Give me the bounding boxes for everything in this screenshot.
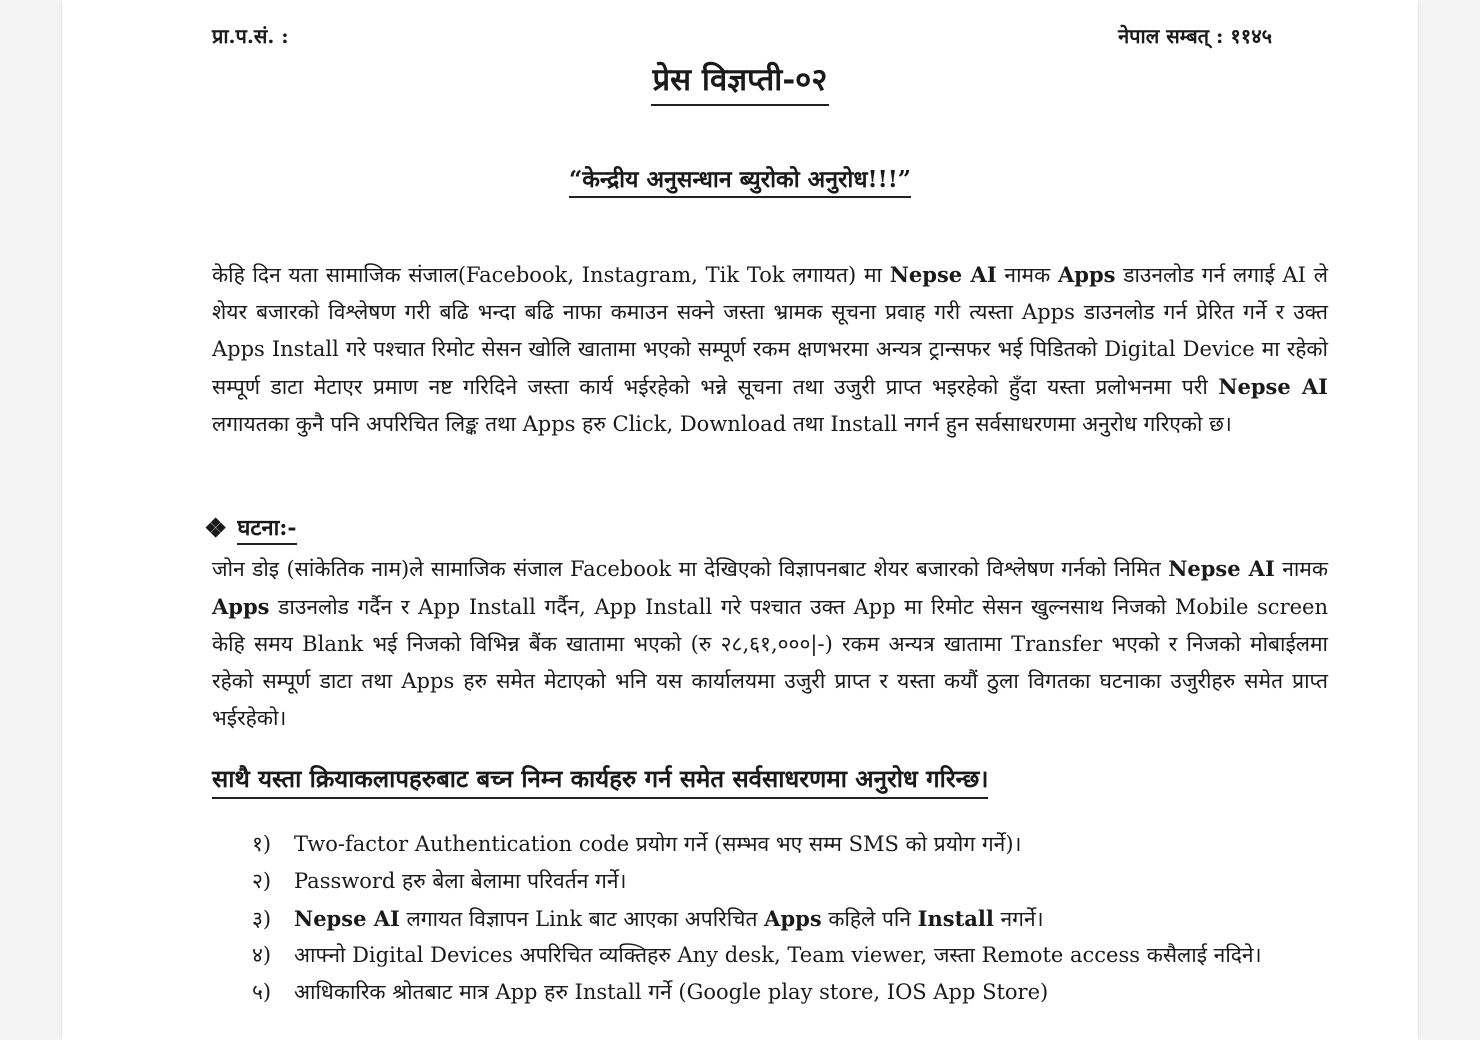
reference-number-label: प्रा.प.सं. : [212,24,289,48]
call-to-action-heading: साथै यस्ता क्रियाकलापहरुबाट बच्न निम्न कार्यहरु गर्न समेत सर्वसाधरणमा अनुरोध गरिन्छ। [212,762,988,799]
text-run: केहि दिन यता सामाजिक संजाल(Facebook, Instagram, Tik Tok लगायत) मा [212,263,890,287]
text-run: डाउनलोड गर्दैन र App Install गर्दैन, App Install गरे पश्चात उक्त App मा रिमोट सेसन खुल्नसाथ निजको Mobile screen केहि समय Blank भई निजको विभिन्न बैंक खातामा भएको (रु २८,६१,०००|-) रकम अन्यत्र खातामा Transfer भएको र निजको मोबाईलमा रहेको सम्पूर्ण डाटा तथा Apps हरु समेत मेटाएको भनि यस कार्यालयमा उजुरी प्राप्त र यस्ता कयौं ठुला विगतका घटनाका उजुरीहरु समेत प्राप्त भईरहेको। [212,595,1328,730]
bold-text-run: Nepse AI [1218,374,1328,399]
text-run: नामक [1274,557,1328,581]
incident-heading-label: घटना:- [237,512,296,545]
text-run: Password हरु बेला बेलामा परिवर्तन गर्ने। [294,869,627,893]
tip-number: ३) [252,907,272,931]
bold-text-run: Install [917,906,994,931]
incident-paragraph [212,550,1328,737]
bureau-request-subtitle: “केन्द्रीय अनुसन्धान ब्युरोको अनुरोध!!!” [569,162,911,198]
subtitle-wrap [62,162,1418,198]
bold-text-run: Nepse AI [1168,556,1275,581]
text-run: डाउनलोड गर्न लगाई AI ले शेयर बजारको विश्लेषण गरी बढि भन्दा बढि नाफा कमाउन सक्ने जस्ता भ्रामक सूचना प्रवाह गरी त्यस्ता Apps डाउनलोड गर्न प्रेरित गर्ने र उक्त Apps Install गरे पश्चात रिमोट सेसन खोलि खातामा भएको सम्पूर्ण रकम क्षणभरमा अन्यत्र ट्रान्सफर भई पिडितको Digital Device मा रहेको सम्पूर्ण डाटा मेटाएर प्रमाण नष्ट गरिदिने जस्ता कार्य भईरहेको भन्ने सूचना तथा उजुरी प्राप्त भइरहेको हुँदा यस्ता प्रलोभनमा परी [212,263,1328,399]
text-run: Two-factor Authentication code प्रयोग गर्ने (सम्भव भए सम्म SMS को प्रयोग गर्ने)। [294,832,1022,856]
press-release-page [62,0,1418,1040]
text-run: आधिकारिक श्रोतबाट मात्र App हरु Install गर्ने (Google play store, IOS App Store) [294,980,1049,1004]
bold-text-run: Apps [1057,262,1116,287]
intro-paragraph [212,256,1328,443]
tip-list-item [252,900,1262,937]
tip-number: २) [252,869,272,893]
bold-text-run: Apps [212,594,270,619]
bold-text-run: Apps [764,906,822,931]
tip-list-item [252,974,1262,1011]
text-run: आफ्नो Digital Devices अपरिचित व्यक्तिहरु Any desk, Team viewer, जस्ता Remote access कसैलाई नदिने। [294,943,1262,967]
text-run: लगायत विज्ञापन Link बाट आएका अपरिचित [399,907,765,931]
text-run: लगायतका कुनै पनि अपरिचित लिङ्क तथा Apps हरु Click, Download तथा Install नगर्न हुन सर्वसाधरणमा अनुरोध गरिएको छ। [212,412,1232,436]
text-run: नगर्ने। [993,907,1044,931]
text-run: कहिले पनि [821,907,918,931]
press-release-title-wrap [62,58,1418,106]
bold-text-run: Nepse AI [889,262,997,287]
tip-number: ४) [252,943,272,967]
incident-heading [204,512,297,545]
tip-list-item [252,826,1262,863]
text-run: नामक [996,263,1058,287]
tip-list-item [252,863,1262,900]
tip-number: ५) [252,980,272,1004]
press-release-title: प्रेस विज्ञप्ती-०२ [651,58,830,106]
bold-text-run: Nepse AI [294,906,400,931]
tip-number: १) [252,832,272,856]
text-run: जोन डोइ (सांकेतिक नाम)ले सामाजिक संजाल Facebook मा देखिएको विज्ञापनबाट शेयर बजारको विश्लेषण गर्नको निमित [212,557,1169,581]
tips-list [252,826,1262,1011]
four-diamond-bullet-icon: ❖ [204,513,228,544]
nepal-sambat-date: नेपाल सम्बत् : ११४५ [1118,24,1272,48]
tip-list-item [252,937,1262,974]
